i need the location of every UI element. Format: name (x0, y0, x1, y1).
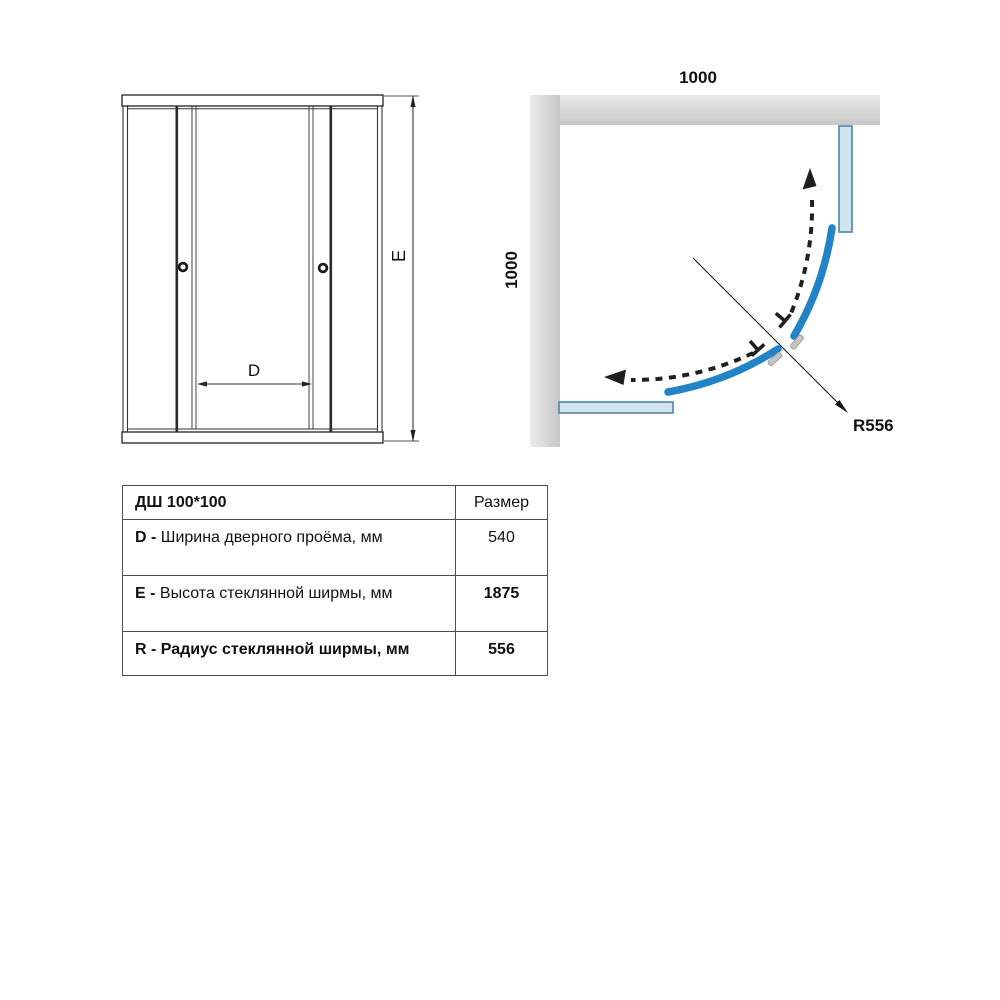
spec-table-size-header: Размер (456, 486, 548, 520)
right-door-handle-icon (319, 264, 327, 272)
dimension-e-label: E (389, 249, 409, 263)
right-sliding-door (309, 107, 332, 433)
upper-path-handle-mark (770, 307, 791, 329)
top-rail (122, 95, 383, 106)
dimension-e-arrow-top (411, 95, 416, 107)
door-motion-path-lower (604, 335, 766, 385)
fixed-glass-panel-right (839, 126, 852, 232)
arrow-left-icon (604, 370, 626, 386)
arrow-up-icon (803, 168, 817, 190)
top-wall-dimension-label: 1000 (679, 68, 717, 87)
spec-table-header-row (123, 486, 548, 520)
dimension-d-arrow-left (197, 381, 207, 386)
spec-table (122, 485, 548, 676)
top-wall (530, 95, 880, 125)
table-row (123, 632, 548, 676)
left-door-handle-icon (179, 263, 187, 271)
radius-dimension-label: R556 (853, 416, 894, 435)
param-e-label: E - Высота стеклянной ширмы, мм (123, 576, 456, 632)
param-r-value: 556 (456, 632, 548, 676)
left-wall (530, 95, 560, 447)
bottom-rail (122, 432, 383, 443)
dimension-d-arrow-right (302, 381, 312, 386)
front-view-diagram (95, 85, 425, 455)
left-wall-dimension-label: 1000 (502, 251, 521, 289)
table-row (123, 576, 548, 632)
param-e-value: 1875 (456, 576, 548, 632)
left-frame-post (123, 107, 128, 433)
table-row (123, 520, 548, 576)
param-d-value: 540 (456, 520, 548, 576)
dimension-d (197, 361, 312, 387)
left-sliding-door (176, 107, 197, 433)
curved-door-lower (668, 349, 778, 392)
right-frame-post (378, 107, 383, 433)
spec-table-title: ДШ 100*100 (123, 486, 456, 520)
top-view-diagram (490, 50, 910, 450)
fixed-glass-panel-bottom (559, 402, 673, 413)
param-r-label: R - Радиус стеклянной ширмы, мм (123, 632, 456, 676)
dimension-e (389, 95, 416, 442)
dimension-d-label: D (247, 361, 261, 380)
dimension-e-arrow-bottom (411, 430, 416, 442)
param-d-label: D - Ширина дверного проёма, мм (123, 520, 456, 576)
